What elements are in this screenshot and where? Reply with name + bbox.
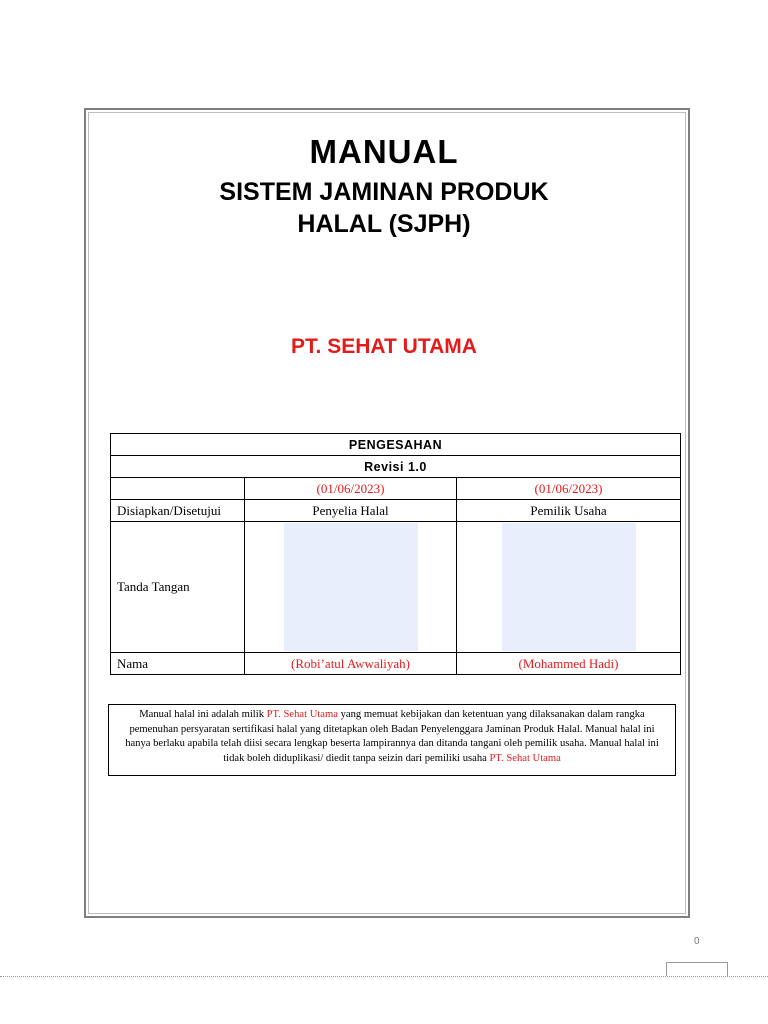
page-break-line bbox=[0, 976, 768, 977]
company-name: PT. SEHAT UTAMA bbox=[291, 335, 477, 358]
document-subtitle-line2: HALAL (SJPH) bbox=[297, 210, 471, 238]
name-pemilik: (Mohammed Hadi) bbox=[457, 653, 681, 675]
signature-box-penyelia[interactable] bbox=[284, 523, 418, 651]
notice-text-part1: Manual halal ini adalah milik bbox=[139, 709, 267, 720]
role-pemilik-usaha: Pemilik Usaha bbox=[457, 500, 681, 522]
prepared-label: Disiapkan/Disetujui bbox=[111, 500, 245, 522]
approval-header-row bbox=[111, 434, 681, 456]
signature-row bbox=[111, 522, 681, 653]
revision-row bbox=[111, 456, 681, 478]
name-label: Nama bbox=[111, 653, 245, 675]
revision-label: Revisi 1.0 bbox=[111, 456, 681, 478]
signature-box-pemilik[interactable] bbox=[502, 523, 636, 651]
notice-company-2: PT. Sehat Utama bbox=[489, 752, 561, 764]
signature-label: Tanda Tangan bbox=[111, 522, 245, 653]
approval-table bbox=[110, 433, 681, 675]
notice-company-1: PT. Sehat Utama bbox=[266, 709, 338, 720]
name-penyelia: (Robi’atul Awwaliyah) bbox=[245, 653, 457, 675]
date-row bbox=[111, 478, 681, 500]
notice-text-part2: yang memuat kebijakan dan ketentuan yang dilaksanakan dalam rangka pemenuhan persyaratan sertifikasi halal yang ditetapkan oleh Badan Penyelenggara Jaminan Produk Halal. Manual halal ini hanya berlaku apabila telah diisi secara lengkap beserta lampirannya dan ditanda tangani oleh pemilik usaha. Manual halal ini tidak boleh diduplikasi/ diedit tanpa seizin dari pemiliki usaha bbox=[125, 709, 659, 764]
footer-corner-mark bbox=[666, 962, 728, 976]
name-row bbox=[111, 653, 681, 675]
ownership-notice bbox=[108, 704, 676, 776]
date-penyelia: (01/06/2023) bbox=[245, 478, 457, 500]
page-number: 0 bbox=[694, 936, 700, 947]
date-row-label-cell bbox=[111, 478, 245, 500]
approval-header: PENGESAHAN bbox=[111, 434, 681, 456]
document-title: MANUAL bbox=[309, 133, 459, 170]
signature-cell-penyelia bbox=[245, 522, 457, 653]
signature-cell-pemilik bbox=[457, 522, 681, 653]
prepared-row bbox=[111, 500, 681, 522]
document-subtitle-line1: SISTEM JAMINAN PRODUK bbox=[219, 178, 549, 206]
role-penyelia-halal: Penyelia Halal bbox=[245, 500, 457, 522]
date-pemilik: (01/06/2023) bbox=[457, 478, 681, 500]
